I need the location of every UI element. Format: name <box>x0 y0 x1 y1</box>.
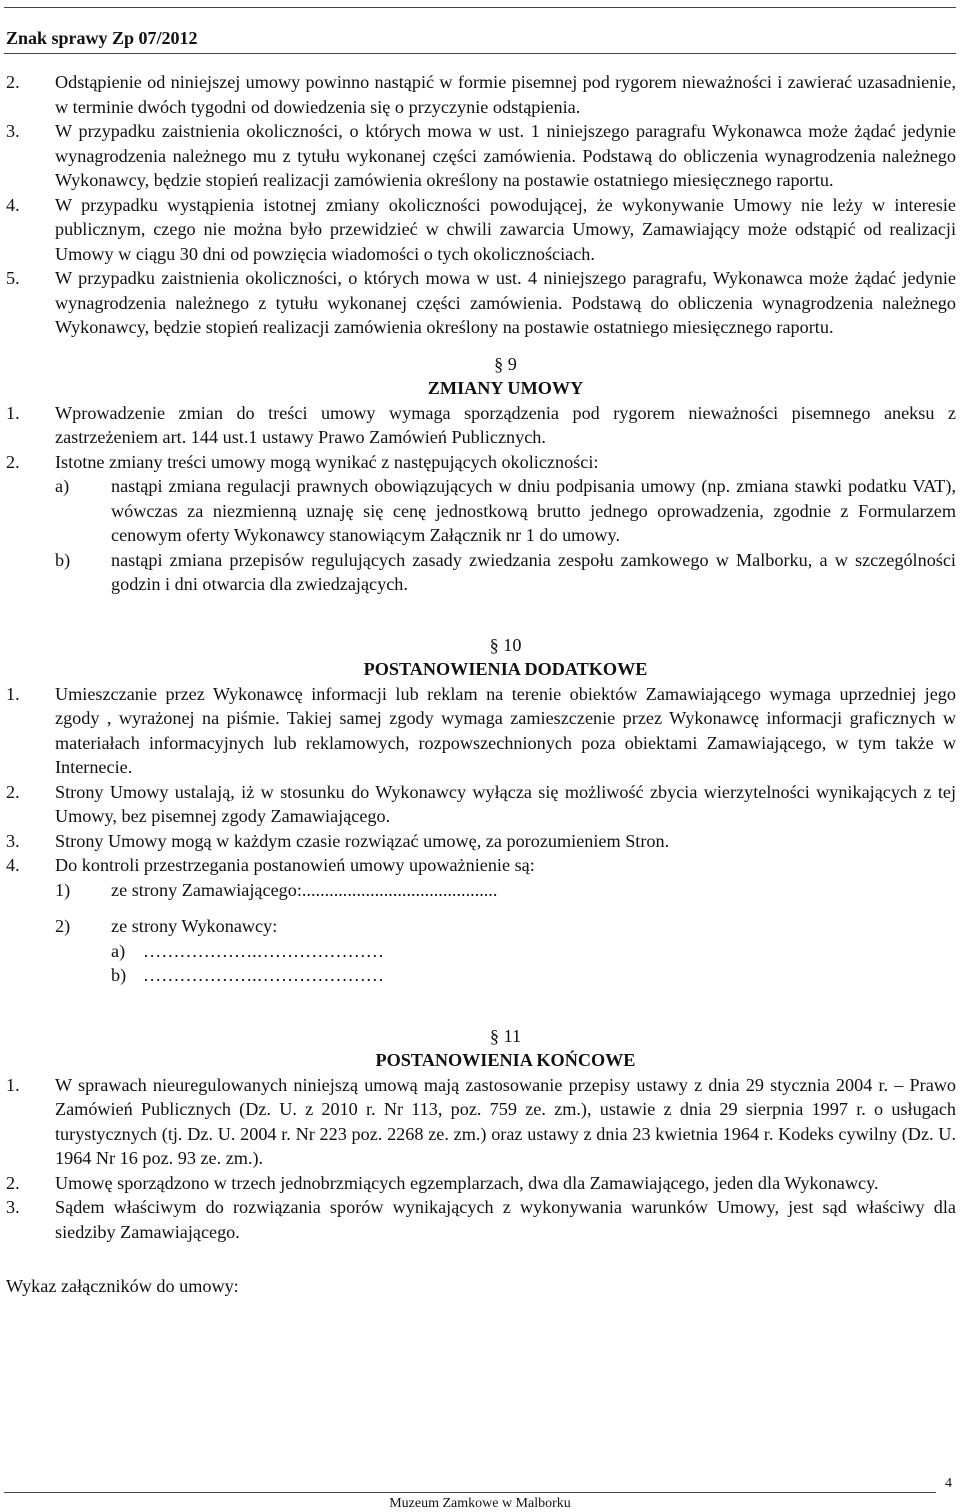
clause-number: 3. <box>6 121 20 141</box>
clause-item <box>6 193 956 267</box>
clause-number: 4. <box>6 855 20 875</box>
clause-item <box>6 401 956 450</box>
representative-letter: a) <box>111 940 126 961</box>
clause-text: W sprawach nieuregulowanych niniejszą umową mają zastosowanie przepisy ustawy z dnia 29 stycznia 2004 r. – Prawo Zamówień Publicznych (Dz. U. z 2010 r. Nr 113, poz. 759 ze. zm.), ustawie z dnia 29 sierpnia 1997 r. o usługach turystycznych (tj. Dz. U. 2004 r. Nr 223 poz. 2268 ze. zm.) oraz ustawy z dnia 23 kwietnia 1964 r. Kodeks cywilny (Dz. U. 1964 Nr 16 poz. 93 ze. zm.). <box>55 1074 956 1168</box>
clause-text: W przypadku zaistnienia okoliczności, o których mowa w ust. 4 niniejszego paragrafu, Wykonawca może żądać jedynie wynagrodzenia należnego z tytułu wykonanej części zamówienia. Podstawą do obliczenia wynagrodzenia należnego Wykonawcy, będzie stopień realizacji zamówienia określony na postawie ostatniego miesięcznego raportu. <box>55 268 956 337</box>
clause-number: 3. <box>6 830 20 851</box>
clause-item <box>6 1073 956 1171</box>
sub-clause <box>55 548 956 597</box>
representative-line <box>111 963 956 988</box>
section-number: § 11 <box>489 1025 522 1046</box>
representative-line <box>111 939 956 964</box>
representative-blank: ……………….………………… <box>143 965 384 985</box>
clause-text: Umowę sporządzono w trzech jednobrzmiących egzemplarzach, dwa dla Zamawiającego, jeden dla Wykonawcy. <box>55 1172 879 1193</box>
page-number: 4 <box>945 1476 952 1491</box>
representative-blank: ……………….………………… <box>143 940 384 961</box>
clause-item <box>6 682 956 780</box>
section-title: POSTANOWIENIA DODATKOWE <box>363 659 648 679</box>
clause-text: Odstąpienie od niniejszej umowy powinno nastąpić w formie pisemnej pod rygorem nieważności i zawierać uzasadnienie, w terminie dwóch tygodni od dowiedzenia się o przyczynie odstąpienia. <box>55 72 956 117</box>
clause-number: 2. <box>6 72 20 92</box>
clause-text: Sądem właściwym do rozwiązania sporów wynikających z wykonywania warunków Umowy, jest sąd właściwy dla siedziby Zamawiającego. <box>55 1197 956 1242</box>
clause-number: 4. <box>6 194 20 215</box>
clause-number: 2. <box>6 1172 20 1193</box>
clause-number: 1. <box>6 402 20 423</box>
clause-item <box>6 119 956 193</box>
clause-item <box>6 829 956 854</box>
footer-rule <box>4 1492 936 1493</box>
section-number: § 9 <box>494 353 517 374</box>
clause-text: Strony Umowy ustalają, iż w stosunku do Wykonawcy wyłącza się możliwość zbycia wierzytelności wynikających z tej Umowy, bez pisemnej zgody Zamawiającego. <box>55 781 956 826</box>
clause-text: Strony Umowy mogą w każdym czasie rozwiązać umowę, za porozumieniem Stron. <box>55 830 670 851</box>
clause-item <box>6 780 956 829</box>
clause-text: Wprowadzenie zmian do treści umowy wymaga sporządzenia pod rygorem nieważności pisemnego aneksu z zastrzeżeniem art. 144 ust.1 ustawy Prawo Zamówień Publicznych. <box>55 402 956 447</box>
clause-number: 3. <box>6 1197 20 1217</box>
clause-text: Do kontroli przestrzegania postanowień umowy upoważnienie są: <box>55 855 535 875</box>
clause-text: W przypadku zaistnienia okoliczności, o których mowa w ust. 1 niniejszego paragrafu Wykonawca może żądać jedynie wynagrodzenia należnego mu z tytułu wykonanej części zamówienia. Podstawą do obliczenia wynagrodzenia należnego Wykonawcy, będzie stopień realizacji zamówienia określony na postawie ostatniego miesięcznego raportu. <box>55 121 956 190</box>
sub-clause-letter: a) <box>55 476 70 496</box>
representative-letter: b) <box>111 965 127 985</box>
clause-number: 1. <box>6 1074 20 1095</box>
sub-clause <box>55 878 956 903</box>
sub-clause <box>55 474 956 548</box>
document-body <box>6 70 956 1299</box>
sub-clause-text: ze strony Wykonawcy: <box>111 916 278 936</box>
footer-institution: Muzeum Zamkowe w Malborku <box>389 1496 571 1511</box>
clause-item <box>6 853 956 878</box>
section-title: ZMIANY UMOWY <box>427 378 584 398</box>
clause-text: Istotne zmiany treści umowy mogą wynikać z następujących okoliczności: <box>55 451 599 472</box>
header-rule <box>4 7 956 8</box>
sub-clause-text: nastąpi zmiana przepisów regulujących zasady zwiedzania zespołu zamkowego w Malborku, a w szczególności godzin i dni otwarcia dla zwiedzających. <box>111 549 956 594</box>
clause-number: 2. <box>6 781 20 802</box>
clause-text: W przypadku wystąpienia istotnej zmiany okoliczności powodującej, że wykonywanie Umowy nie leży w interesie publicznym, czego nie można było przewidzieć w chwili zawarcia Umowy, Zamawiający może odstąpić od realizacji Umowy w ciągu 30 dni od powzięcia wiadomości o tych okolicznościach. <box>55 194 956 264</box>
clause-text: Umieszczanie przez Wykonawcę informacji lub reklam na terenie obiektów Zamawiającego wymaga uprzedniej jego zgody , wyrażonej na piśmie. Takiej samej zgody wymaga zamieszczenie przez Wykonawcę informacji graficznych w materiałach informacyjnych lub reklamowych, rozpowszechnionych poza obiektami Zamawiającego, w tym także w Internecie. <box>55 683 956 777</box>
header-separator <box>4 53 956 54</box>
sub-clause-letter: b) <box>55 549 71 570</box>
clause-item <box>6 1171 956 1196</box>
clause-item <box>6 70 956 119</box>
clause-item <box>6 1195 956 1244</box>
clause-number: 1. <box>6 683 20 704</box>
section-title: POSTANOWIENIA KOŃCOWE <box>375 1050 636 1070</box>
attachments-label: Wykaz załączników do umowy: <box>6 1276 239 1296</box>
clause-number: 5. <box>6 268 20 288</box>
section-number: § 10 <box>489 634 522 655</box>
sub-clause-text: ze strony Zamawiającego:........................................... <box>111 879 498 900</box>
case-number: Znak sprawy Zp 07/2012 <box>6 28 198 48</box>
sub-clause-number: 1) <box>55 879 71 900</box>
sub-clause-number: 2) <box>55 916 71 936</box>
clause-item <box>6 450 956 475</box>
sub-clause <box>55 914 956 939</box>
clause-item <box>6 266 956 340</box>
clause-number: 2. <box>6 451 20 472</box>
sub-clause-text: nastąpi zmiana regulacji prawnych obowiązujących w dniu podpisania umowy (np. zmiana stawki podatku VAT), wówczas za niezmienną uznaję się cenę jednostkową brutto jednego oprowadzenia, zgodnie z Formularzem cenowym oferty Wykonawcy stanowiącym Załącznik nr 1 do umowy. <box>111 476 956 545</box>
